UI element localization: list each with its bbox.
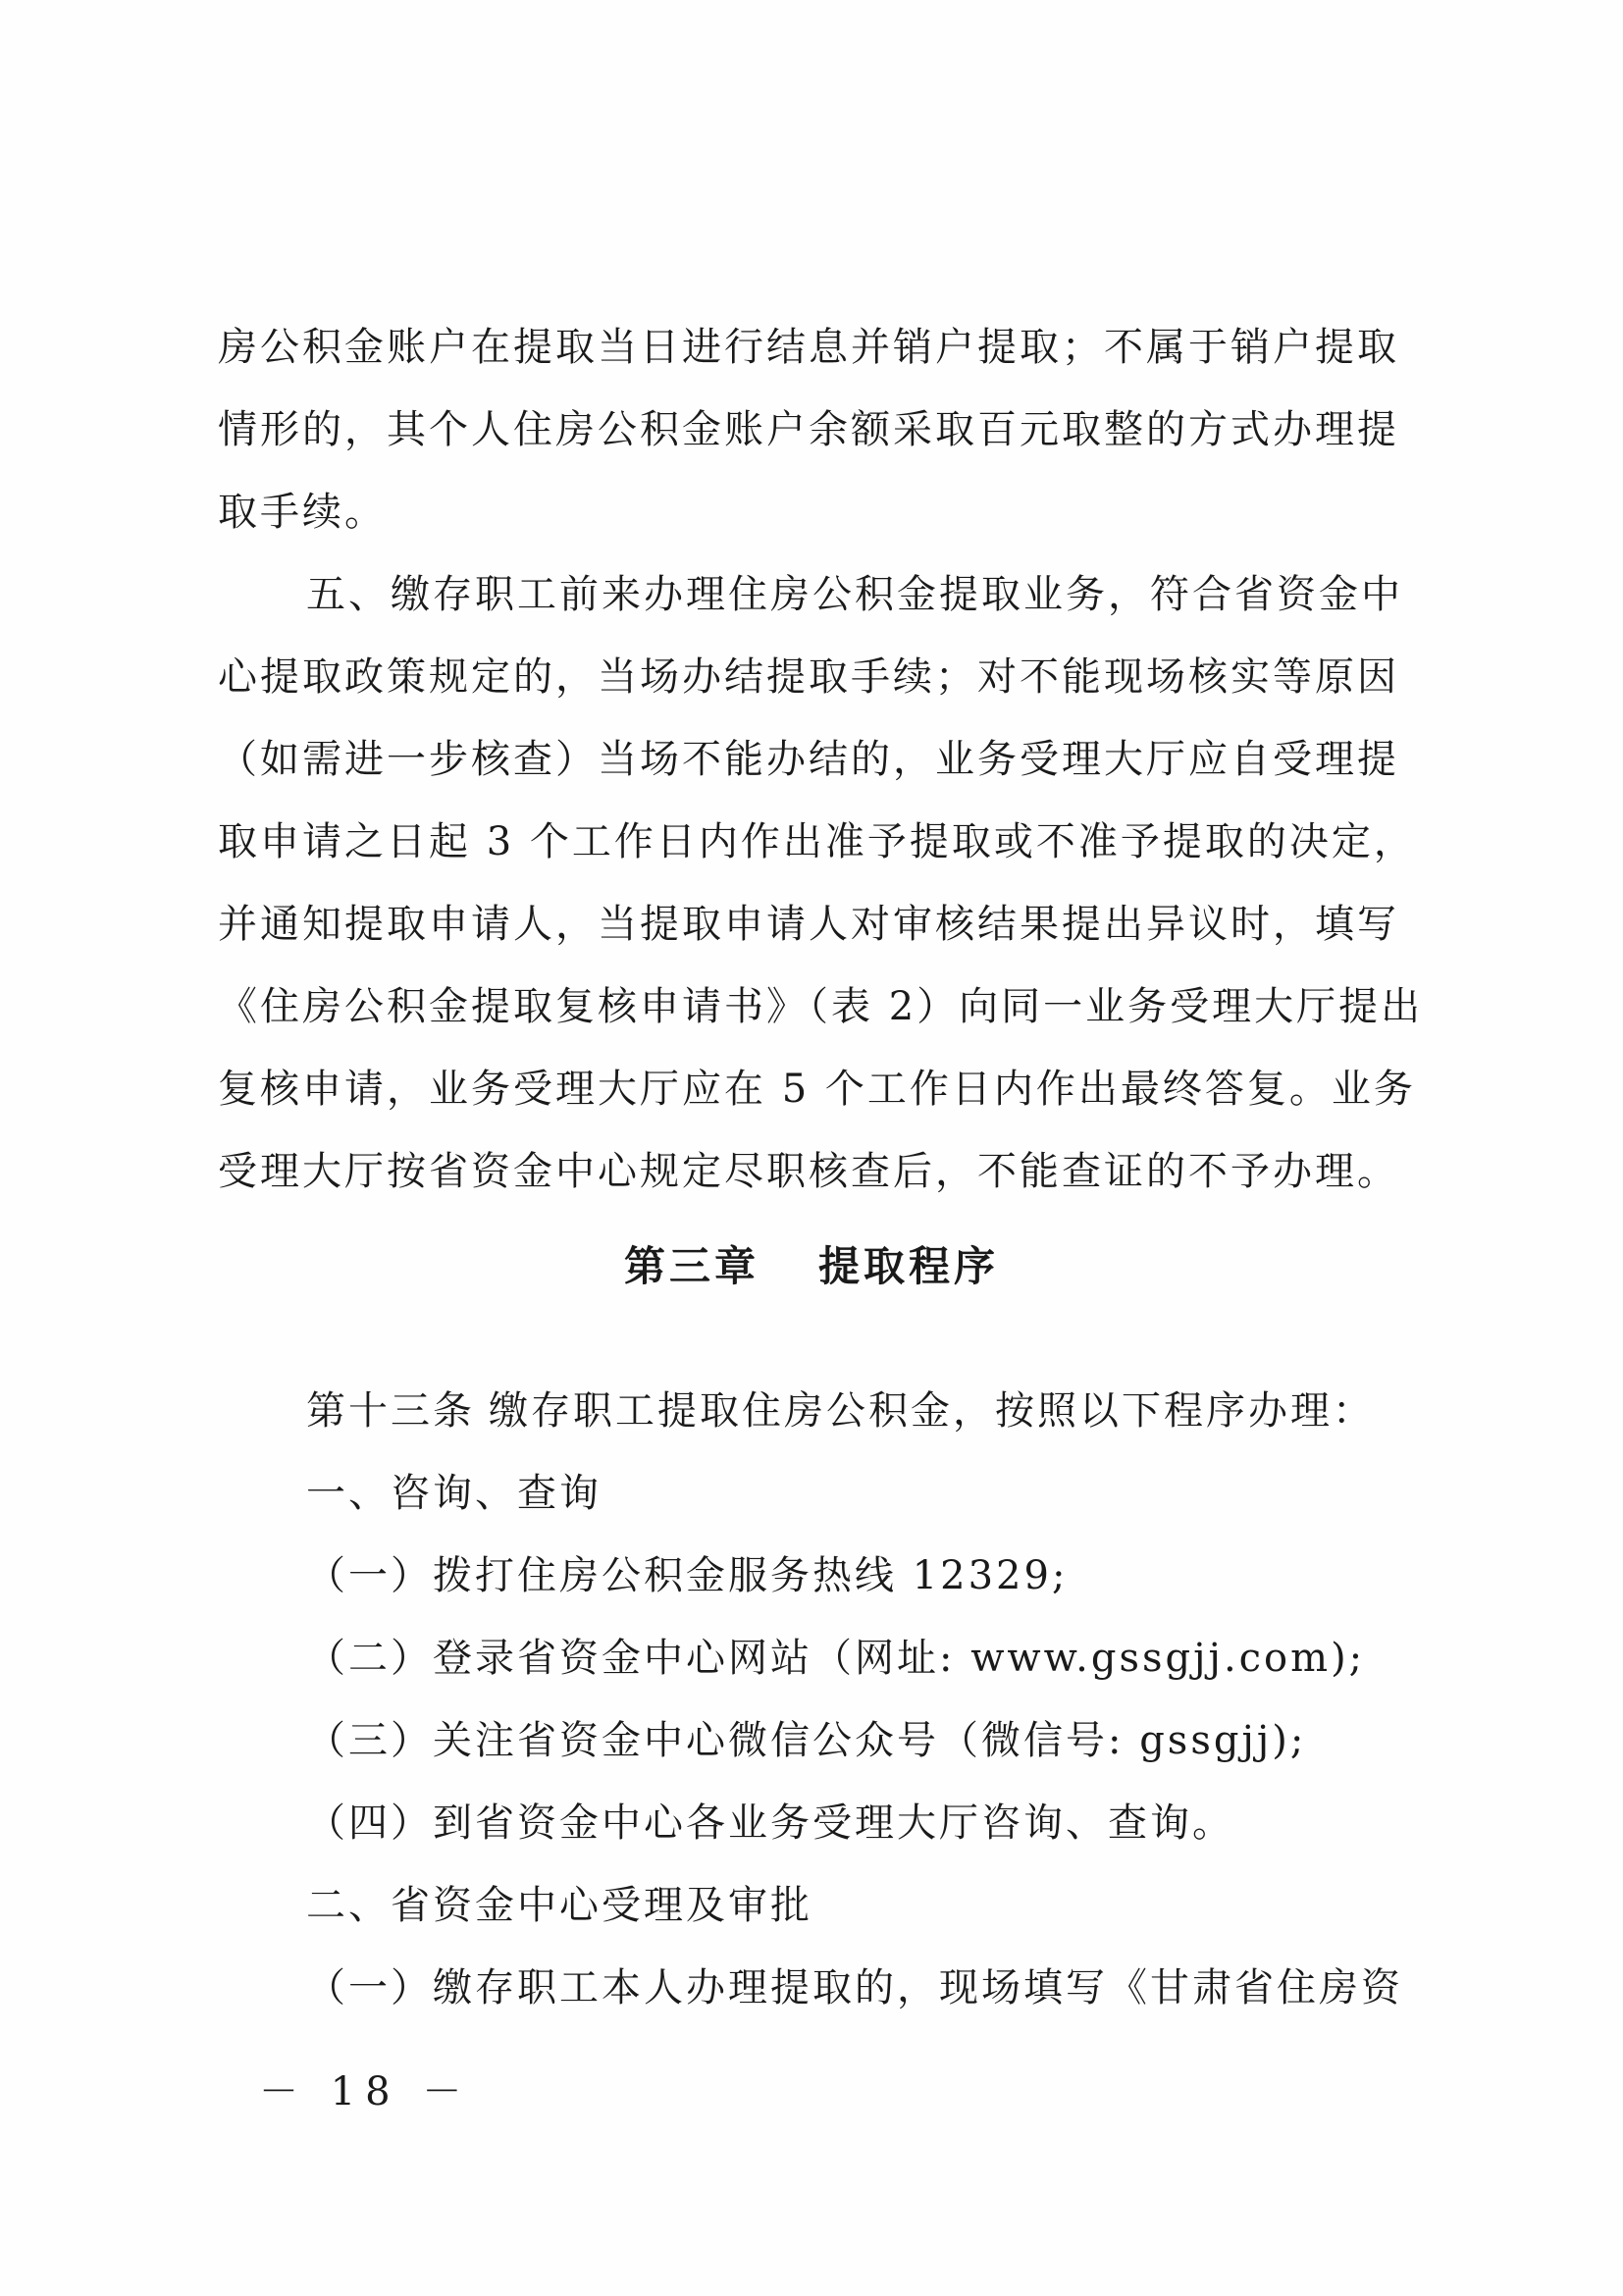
paragraph-line: 房公积金账户在提取当日进行结息并销户提取；不属于销户提取 — [218, 325, 1399, 370]
article-13 — [306, 1383, 1375, 1438]
list-item: （三）关注省资金中心微信公众号（微信号: gssgjj); — [306, 1718, 1307, 1763]
paragraph-line: 并通知提取申请人，当提取申请人对审核结果提出异议时，填写 — [218, 902, 1399, 947]
paragraph-line: 《住房公积金提取复核申请书》（表 2）向同一业务受理大厅提出 — [218, 984, 1424, 1029]
paragraph-line: 情形的，其个人住房公积金账户余额采取百元取整的方式办理提 — [218, 407, 1399, 452]
paragraph-line: （如需进一步核查）当场不能办结的，业务受理大厅应自受理提 — [218, 737, 1399, 782]
article-number: 第十三条 — [306, 1388, 475, 1434]
paragraph-line: 受理大厅按省资金中心规定尽职核查后，不能查证的不予办理。 — [218, 1149, 1399, 1194]
paragraph-line: 取手续。 — [218, 490, 387, 535]
list-item: （一）缴存职工本人办理提取的，现场填写《甘肃省住房资 — [306, 1965, 1403, 2010]
paragraph-line: 复核申请，业务受理大厅应在 5 个工作日内作出最终答复。业务 — [218, 1067, 1416, 1112]
list-item: （二）登录省资金中心网站（网址: www.gssgjj.com); — [306, 1636, 1366, 1681]
list-item: （一）拨打住房公积金服务热线 12329; — [306, 1553, 1069, 1598]
page-number: － 18 － — [259, 2069, 472, 2114]
chapter-number: 第三章 — [623, 1242, 759, 1290]
list-item: 一、咨询、查询 — [306, 1471, 602, 1516]
list-item: 二、省资金中心受理及审批 — [306, 1883, 812, 1928]
list-item: （四）到省资金中心各业务受理大厅咨询、查询。 — [306, 1800, 1234, 1846]
article-text: 缴存职工提取住房公积金，按照以下程序办理： — [489, 1388, 1375, 1434]
paragraph-line: 五、缴存职工前来办理住房公积金提取业务，符合省资金中 — [306, 572, 1403, 617]
paragraph-line: 心提取政策规定的，当场办结提取手续；对不能现场核实等原因 — [218, 654, 1399, 700]
paragraph-line: 取申请之日起 3 个工作日内作出准予提取或不准予提取的决定， — [218, 819, 1416, 864]
chapter-heading — [0, 1234, 1623, 1293]
chapter-title: 提取程序 — [818, 1242, 1000, 1290]
